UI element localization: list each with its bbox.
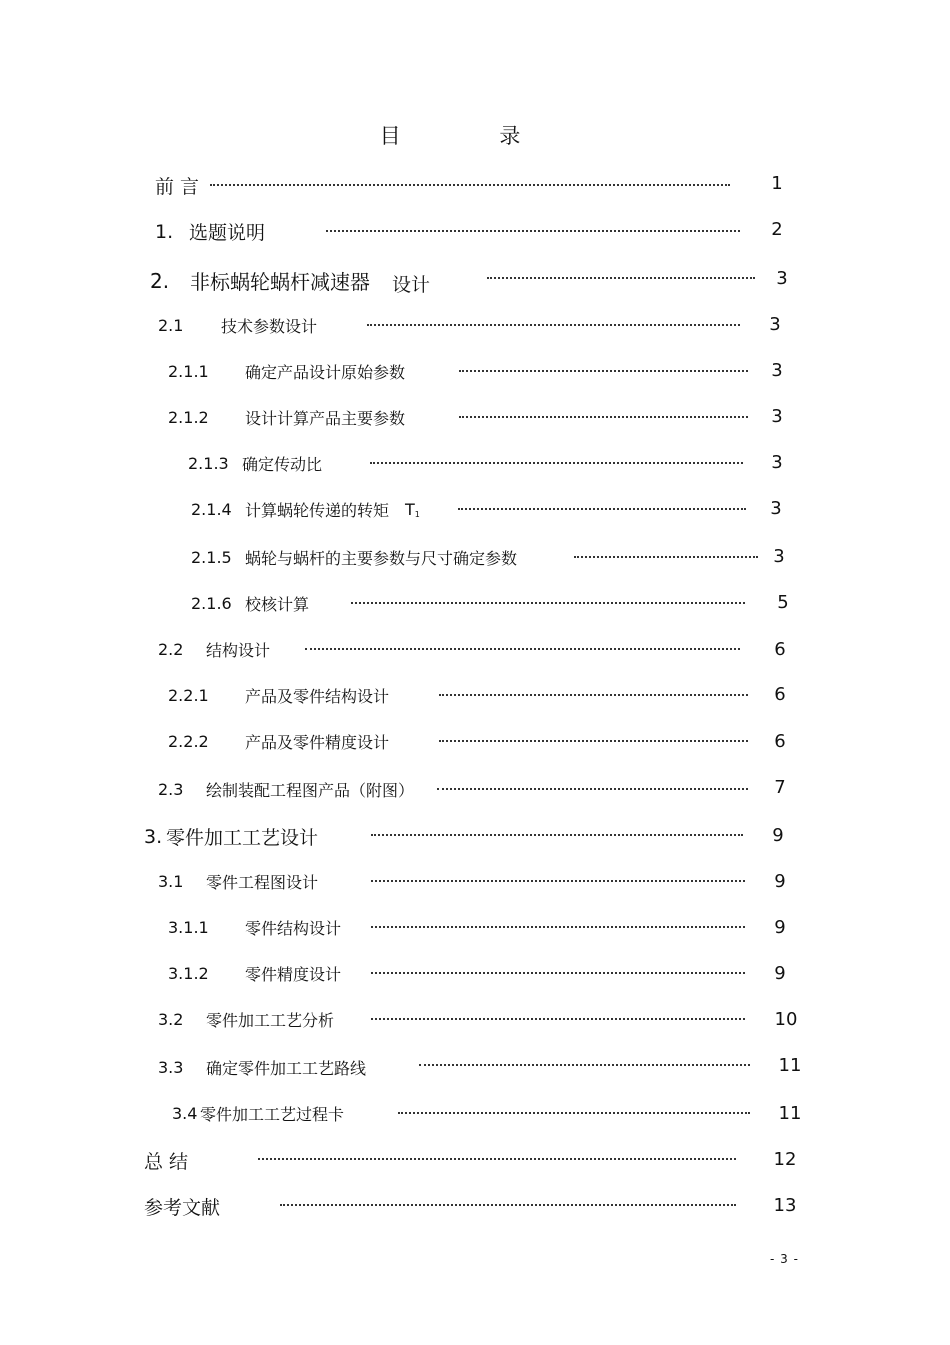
toc-number: 2.1.1: [168, 362, 209, 381]
toc-entry-2-3[interactable]: [158, 778, 414, 801]
toc-page-number: 9: [772, 825, 784, 846]
page-footer-number: - 3 -: [770, 1252, 799, 1266]
toc-page-number: 12: [773, 1149, 797, 1170]
toc-leader: [367, 324, 740, 326]
toc-label: 总 结: [144, 1151, 189, 1173]
toc-page-number: 3: [769, 314, 781, 335]
toc-leader: [487, 277, 755, 279]
toc-page-number: 9: [774, 871, 786, 892]
toc-page-number: 3: [771, 452, 783, 473]
toc-leader: [439, 740, 748, 742]
toc-entry-2-1-2[interactable]: [168, 406, 405, 429]
toc-entry-2-1-6[interactable]: [191, 592, 309, 615]
toc-number: 2.1.2: [168, 408, 209, 427]
toc-leader: [574, 556, 758, 558]
toc-number: 2.1.4: [191, 500, 232, 519]
toc-label: 零件精度设计: [245, 965, 342, 984]
toc-label: 校核计算: [245, 595, 310, 614]
toc-label: 设计计算产品主要参数: [245, 409, 406, 428]
toc-label: 技术参数设计: [221, 317, 318, 336]
toc-page-number: 7: [774, 777, 786, 798]
toc-entry-1[interactable]: [155, 218, 265, 245]
toc-number: 2.1.3: [188, 454, 229, 473]
toc-entry-3-4[interactable]: [172, 1102, 344, 1125]
toc-entry-3-3[interactable]: [158, 1056, 366, 1079]
toc-number: 3.1.1: [168, 918, 209, 937]
toc-number: 3.: [144, 825, 163, 848]
toc-label: 确定产品设计原始参数: [245, 363, 406, 382]
toc-leader: [458, 508, 746, 510]
toc-leader: [371, 1018, 745, 1020]
toc-leader: [371, 880, 745, 882]
toc-label: 绘制装配工程图产品（附图）: [206, 781, 415, 800]
toc-entry-references[interactable]: [144, 1193, 220, 1220]
toc-leader: [459, 370, 748, 372]
toc-page-number: 3: [776, 268, 788, 289]
toc-number: 2.1.6: [191, 594, 232, 613]
toc-number: 3.4: [172, 1104, 198, 1123]
toc-leader: [326, 230, 740, 232]
toc-entry-2-2-1[interactable]: [168, 684, 389, 707]
toc-number: 3.3: [158, 1058, 184, 1077]
toc-entry-3-1-1[interactable]: [168, 916, 341, 939]
toc-page-number: 6: [774, 731, 786, 752]
toc-label: 非标蜗轮蜗杆减速器: [190, 270, 370, 294]
toc-leader: [371, 972, 745, 974]
toc-label: 零件结构设计: [245, 919, 342, 938]
page-title: 目 录: [379, 124, 567, 148]
toc-page-number: 5: [777, 592, 789, 613]
toc-page-number: 2: [771, 219, 783, 240]
toc-number: 2.1: [158, 316, 184, 335]
toc-number: 2.2: [158, 640, 184, 659]
toc-entry-3-2[interactable]: [158, 1008, 334, 1031]
toc-leader: [371, 834, 743, 836]
toc-label: 零件加工工艺分析: [206, 1011, 335, 1030]
toc-leader: [437, 788, 748, 790]
toc-label: 计算蜗轮传递的转矩: [245, 501, 390, 520]
toc-leader: [305, 648, 740, 650]
toc-label: 产品及零件结构设计: [245, 687, 390, 706]
toc-page-number: 10: [774, 1009, 798, 1030]
toc-number: 2.1.5: [191, 548, 232, 567]
toc-label: 确定零件加工工艺路线: [206, 1059, 367, 1078]
toc-leader: [398, 1112, 750, 1114]
toc-number: 2.2.2: [168, 732, 209, 751]
toc-page-number: 6: [774, 684, 786, 705]
toc-number: 1.: [155, 220, 174, 243]
toc-leader: [370, 462, 743, 464]
toc-symbol: $T_1$: [405, 500, 420, 519]
toc-entry-2-2-2[interactable]: [168, 730, 389, 753]
toc-entry-2-1-4[interactable]: [191, 498, 420, 521]
toc-entry-preface[interactable]: [155, 172, 199, 199]
toc-label-suffix: 设计: [392, 274, 431, 296]
toc-page-number: 9: [774, 963, 786, 984]
toc-page-number: 3: [771, 360, 783, 381]
toc-label: 前 言: [155, 176, 200, 198]
toc-leader: [351, 602, 745, 604]
toc-number: 3.1.2: [168, 964, 209, 983]
toc-page-number: 1: [771, 173, 783, 194]
toc-leader: [459, 416, 748, 418]
toc-label: 蜗轮与蜗杆的主要参数与尺寸确定参数: [245, 549, 518, 568]
toc-entry-2-2[interactable]: [158, 638, 270, 661]
toc-leader: [280, 1204, 736, 1206]
toc-entry-2-1-1[interactable]: [168, 360, 405, 383]
toc-label: 确定传动比: [242, 455, 323, 474]
toc-entry-2[interactable]: [150, 264, 430, 297]
toc-label: 零件加工工艺设计: [166, 827, 319, 849]
toc-page-number: 3: [771, 406, 783, 427]
toc-entry-2-1-3[interactable]: [188, 452, 322, 475]
toc-label: 参考文献: [144, 1197, 221, 1219]
toc-leader: [371, 926, 745, 928]
toc-page-number: 11: [778, 1103, 802, 1124]
toc-leader: [439, 694, 748, 696]
toc-number: 2.: [150, 268, 170, 293]
toc-leader: [419, 1064, 750, 1066]
toc-entry-2-1[interactable]: [158, 314, 317, 337]
toc-page-number: 11: [778, 1055, 802, 1076]
toc-page-number: 13: [773, 1195, 797, 1216]
toc-page-number: 6: [774, 639, 786, 660]
toc-label: 零件工程图设计: [206, 873, 319, 892]
toc-number: 2.2.1: [168, 686, 209, 705]
toc-page-number: 3: [773, 546, 785, 567]
toc-page-number: 3: [770, 498, 782, 519]
toc-label: 选题说明: [189, 222, 266, 244]
toc-number: 3.2: [158, 1010, 184, 1029]
toc-label: 产品及零件精度设计: [245, 733, 390, 752]
toc-page-number: 9: [774, 917, 786, 938]
toc-entry-2-1-5[interactable]: [191, 546, 517, 569]
toc-leader: [258, 1158, 736, 1160]
toc-number: 2.3: [158, 780, 184, 799]
toc-number: 3.1: [158, 872, 184, 891]
toc-entry-3[interactable]: [144, 823, 318, 850]
toc-entry-summary[interactable]: [144, 1147, 188, 1174]
toc-entry-3-1[interactable]: [158, 870, 318, 893]
toc-leader: [210, 184, 730, 186]
toc-label: 结构设计: [206, 641, 271, 660]
toc-label: 零件加工工艺过程卡: [200, 1105, 345, 1124]
toc-entry-3-1-2[interactable]: [168, 962, 341, 985]
